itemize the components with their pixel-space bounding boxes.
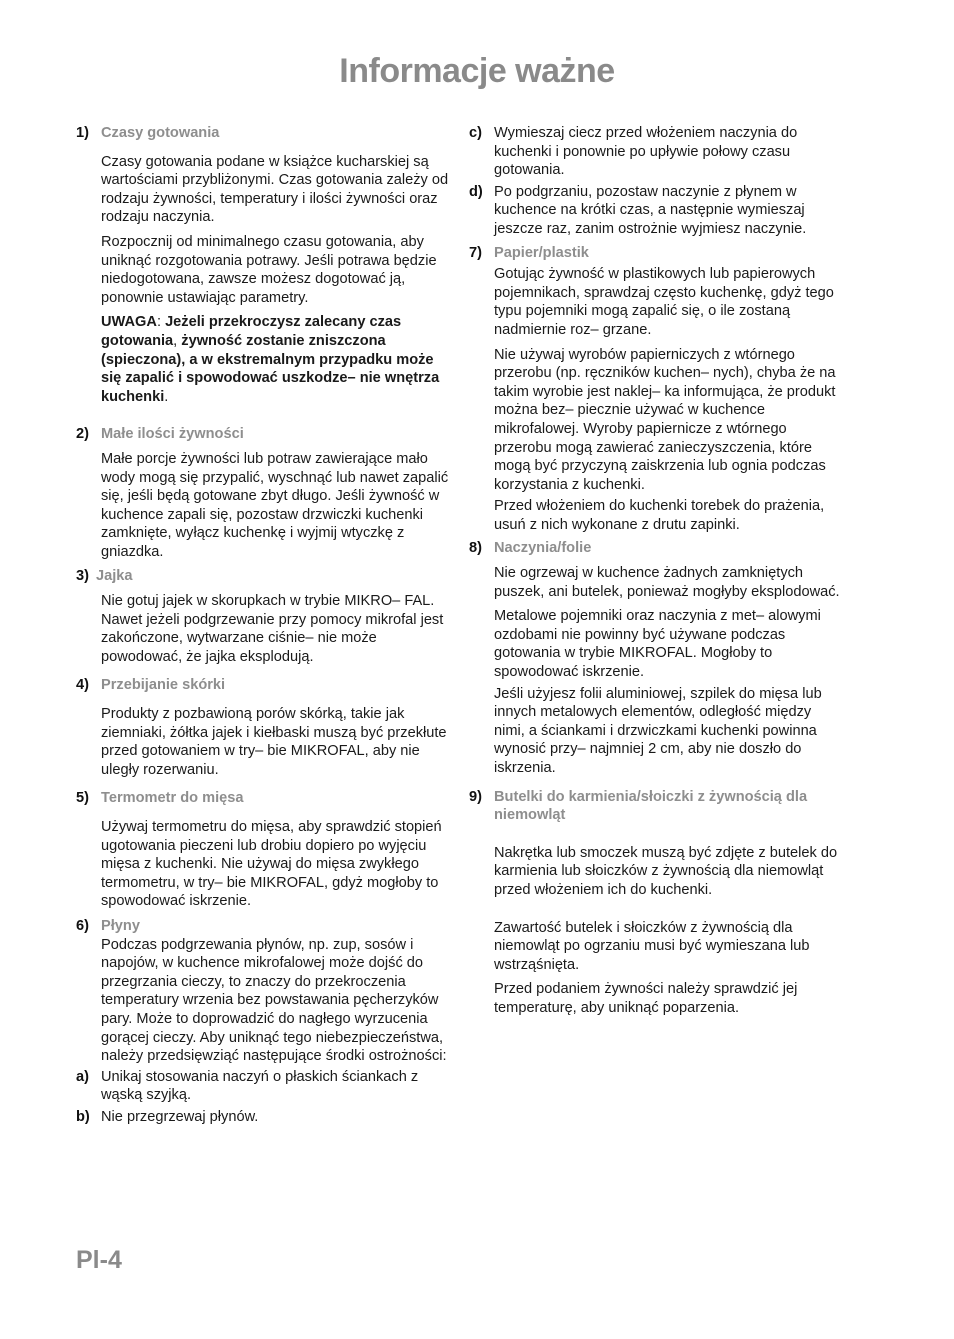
paragraph: Zawartość butelek i słoiczków z żywnością dla niemowląt po ogrzaniu musi być wymieszana lub wstrząśnięta. (494, 919, 810, 973)
section-meat-thermometer (76, 789, 454, 911)
page-number: Pl-4 (76, 1246, 122, 1274)
list-item-marker: b) (76, 1108, 90, 1125)
paragraph: Produkty z pozbawioną porów skórką, takie jak ziemniaki, żółtka jajek i kiełbaski muszą być przekłute przed gotowaniem w try– bie MIKROFAL, aby nie uległy rozerwaniu. (101, 706, 447, 778)
paragraph: Podczas podgrzewania płynów, np. zup, sosów i napojów, w kuchence mikrofalowej może dojść do przegrzania cieczy, to znaczy do przekroczenia temperatury wrzenia bez powstawania pęcherzyków pary. Może to doprowadzić do nagłego wyrzucenia gorącej cieczy. Aby uniknąć tego niebezpieczeństwa, należy przedsięwziąć następujące środki ostrożności: (101, 936, 447, 1065)
section-number: 1) (76, 125, 89, 141)
section-eggs (76, 567, 454, 666)
paragraph: Nakrętka lub smoczek muszą być zdjęte z butelek do karmienia lub słoiczków z żywnością dla niemowląt przed włożeniem ich do kuchenki. (494, 844, 838, 898)
section-heading: Papier/plastik (494, 244, 589, 261)
list-item-text: Po podgrzaniu, pozostaw naczynie z płynem w kuchence na krótki czas, a następnie wymieszaj jeszcze raz, zanim ostrożnie wyjmiesz naczynie. (494, 183, 807, 237)
list-item-marker: d) (469, 183, 483, 200)
section-number: 5) (76, 790, 89, 807)
page-title: Informacje ważne (339, 52, 615, 90)
section-heading: Termometr do mięsa (101, 790, 244, 807)
list-item-marker: c) (469, 125, 482, 141)
paragraph: Jeśli użyjesz folii aluminiowej, szpilek do mięsa lub innych metalowych elementów, odległość między nimi, a ściankami i drzwiczkami kuchenki powinna wynosić przy– najmniej 2 cm, aby nie doszło do iskrzenia. (494, 685, 822, 776)
section-number: 2) (76, 426, 89, 443)
list-item (76, 1108, 454, 1127)
paragraph: Małe porcje żywności lub potraw zawierające mało wody mogą się przypalić, wyschnąć lub nawet zapalić się, jeśli będą gotowane zbyt długo. Jeśli żywność w kuchence zapali się, pozostaw drzwiczki kuchenki zamknięte, wyłącz kuchenkę i wyjmij wtyczkę z gniazdka. (101, 450, 449, 560)
section-heading: Naczynia/folie (494, 540, 592, 557)
section-piercing-skin (76, 676, 454, 779)
paragraph: Czasy gotowania podane w książce kucharskiej są wartościami przybliżonymi. Czas gotowania zależy od rodzaju żywności, temperatury i ilości żywności oraz rodzaju naczynia. (101, 153, 449, 226)
list-item (469, 124, 841, 180)
paragraph: Nie używaj wyrobów papierniczych z wtórnego przerobu (np. ręczników kuchen– nych), chyba że na takim wyrobie jest naklej– ka informująca, że produkt można bez– piecznie używać w kuchence mikrofalowej. Wyroby papiernicze z wtórnego przerobu mogą zawierać zanieczyszczenia, które mogą być przyczyną zaiskrzenia lub ognia podczas korzystania z kuchenki. (494, 346, 836, 493)
paragraph: Używaj termometru do mięsa, aby sprawdzić stopień ugotowania pieczeni lub drobiu dopiero po wyjęciu mięsa z kuchenki. Nie używaj do mięsa zwykłego termometru, w try– bie MIKROFAL, gdyż mogłoby to spowodować iskrzenie. (101, 819, 442, 910)
section-heading: Jajka (96, 568, 133, 585)
section-liquids (76, 917, 454, 1127)
section-baby-bottles (469, 788, 841, 1018)
right-column (469, 124, 841, 1018)
section-number: 7) (469, 244, 482, 261)
section-small-quantities (76, 425, 454, 561)
list-item-text: Wymieszaj ciecz przed włożeniem naczynia do kuchenki i ponownie po upływie połowy czasu gotowania. (494, 125, 798, 179)
paragraph: Przed włożeniem do kuchenki torebek do prażenia, usuń z nich wykonane z drutu zapinki. (494, 498, 825, 533)
section-heading: Czasy gotowania (101, 125, 220, 141)
paragraph: Przed podaniem żywności należy sprawdzić jej temperaturę, aby uniknąć poparzenia. (494, 981, 798, 1016)
section-containers-foils (469, 539, 841, 777)
paragraph: Nie ogrzewaj w kuchence żadnych zamkniętych puszek, ani butelek, ponieważ mogłyby eksplodować. (494, 565, 840, 600)
section-number: 4) (76, 677, 89, 694)
list-item-text: Unikaj stosowania naczyń o płaskich ściankach z wąską szyjką. (101, 1068, 419, 1104)
section-number: 9) (469, 788, 482, 805)
paragraph: Gotując żywność w plastikowych lub papierowych pojemnikach, sprawdzaj często kuchenkę, gdyż tego typu pojemniki mogą zapalić się, o ile zostaną nadmiernie roz– grzane. (494, 266, 834, 338)
paragraph: Nie gotuj jajek w skorupkach w trybie MIKRO– FAL. Nawet jeżeli podgrzewanie przy pomocy mikrofal jest zakończone, wytwarzane ciśnie– nie może powodować, że jajka eksplodują. (101, 593, 444, 665)
section-number: 8) (469, 540, 482, 557)
section-cooking-times (76, 124, 454, 406)
section-heading: Przebijanie skórki (101, 677, 226, 694)
warning-note: UWAGA: Jeżeli przekroczysz zalecany czas gotowania, żywność zostanie zniszczona (spieczona), a w ekstremalnym przypadku może się zapalić i spowodować uszkodze– nie wnętrza kuchenki. (101, 314, 440, 405)
left-column (76, 124, 454, 1127)
section-number: 6) (76, 917, 89, 934)
list-item-marker: a) (76, 1068, 89, 1085)
list-item-text: Nie przegrzewaj płynów. (101, 1108, 259, 1125)
section-heading: Butelki do karmienia/słoiczki z żywnością dla niemowląt (494, 788, 808, 824)
section-number: 3) (76, 568, 89, 585)
warning-label: UWAGA (101, 314, 157, 331)
section-heading: Płyny (101, 917, 140, 934)
section-paper-plastic (469, 244, 841, 535)
list-item (76, 1068, 454, 1105)
paragraph: Rozpocznij od minimalnego czasu gotowania, aby uniknąć rozgotowania potrawy. Jeśli potrawa będzie niedogotowana, zawsze możesz dogotować ją, ponownie ustawiając parametry. (101, 233, 437, 306)
section-heading: Małe ilości żywności (101, 426, 244, 443)
paragraph: Metalowe pojemniki oraz naczynia z met– alowymi ozdobami nie powinny być używane podczas gotowania w trybie MIKROFAL. Mogłoby to spowodować iskrzenie. (494, 608, 821, 681)
list-item (469, 183, 841, 239)
